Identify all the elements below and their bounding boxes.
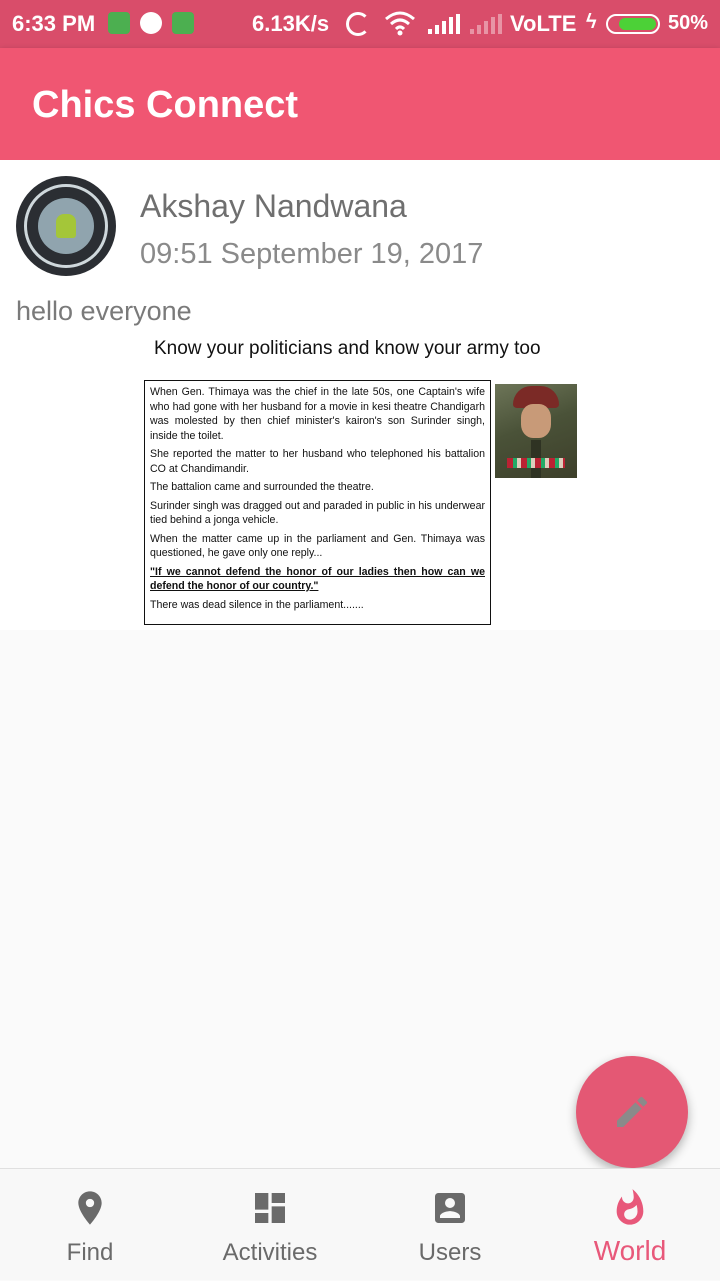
portrait-face: [521, 404, 551, 438]
status-time: 6:33 PM: [12, 11, 96, 36]
image-paragraph: When the matter came up in the parliament and Gen. Thimaya was questioned, he gave only one reply...: [150, 532, 485, 559]
signal-icon: [428, 14, 460, 34]
post-author[interactable]: Akshay Nandwana: [140, 188, 407, 224]
image-paragraph: Surinder singh was dragged out and paraded in public in his underwear tied behind a jonga vehicle.: [150, 499, 485, 526]
compose-fab-button[interactable]: [576, 1056, 688, 1168]
dashboard-icon: [250, 1187, 290, 1229]
image-quote: "If we cannot defend the honor of our ladies then how can we defend the honor of our country.": [150, 565, 485, 592]
app-bar: [0, 48, 720, 160]
nav-item-world[interactable]: [540, 1169, 720, 1281]
status-bar: [0, 0, 720, 48]
portrait-medals: [507, 458, 565, 468]
flame-icon: [610, 1187, 650, 1229]
sync-icon: [346, 12, 370, 36]
image-paragraph: The battalion came and surrounded the theatre.: [150, 481, 374, 493]
signal-2-icon: [470, 14, 502, 34]
battery-icon: [606, 14, 660, 34]
android-icon: [56, 214, 76, 238]
battery-percent: 50%: [668, 12, 709, 34]
nav-label-activities: Activities: [222, 1239, 318, 1266]
avatar[interactable]: [16, 176, 116, 276]
nav-label-find: Find: [66, 1239, 114, 1266]
network-speed: 6.13K/s: [252, 11, 330, 36]
nav-item-find[interactable]: [0, 1169, 180, 1281]
post-timestamp: 09:51 September 19, 2017: [140, 238, 484, 270]
post-image[interactable]: [144, 332, 584, 628]
battery-fill: [619, 18, 656, 30]
nav-label-users: Users: [418, 1239, 482, 1266]
bottom-navigation: [0, 1168, 720, 1280]
account-box-icon: [430, 1187, 470, 1229]
nav-label-world: World: [593, 1235, 667, 1266]
android-icon: [172, 12, 194, 34]
pencil-icon: [612, 1092, 652, 1132]
nav-item-activities[interactable]: [180, 1169, 360, 1281]
image-paragraph: When Gen. Thimaya was the chief in the late 50s, one Captain's wife who had gone with her husband for a movie in kesi theatre Chandigarh was molested by then chief minister's kairon's son Surinder singh, inside the toilet.: [150, 386, 485, 442]
battery-saver-icon: [108, 12, 130, 34]
post-text: hello everyone: [16, 296, 192, 326]
volte-indicator: VoLTE: [510, 11, 577, 36]
location-pin-icon: [70, 1187, 110, 1229]
image-closing: There was dead silence in the parliament.......: [150, 598, 364, 611]
whatsapp-icon: [140, 12, 162, 34]
wifi-icon: [384, 10, 416, 36]
post-card[interactable]: [0, 160, 720, 630]
general-portrait-photo: [495, 384, 577, 478]
charging-icon: ϟ: [586, 11, 597, 33]
image-text-box: [144, 380, 491, 625]
image-paragraph: She reported the matter to her husband who telephoned his battalion CO at Chandimandir.: [150, 448, 485, 475]
nav-item-users[interactable]: [360, 1169, 540, 1281]
image-heading: Know your politicians and know your army too: [154, 338, 541, 359]
app-title: Chics Connect: [32, 84, 299, 126]
